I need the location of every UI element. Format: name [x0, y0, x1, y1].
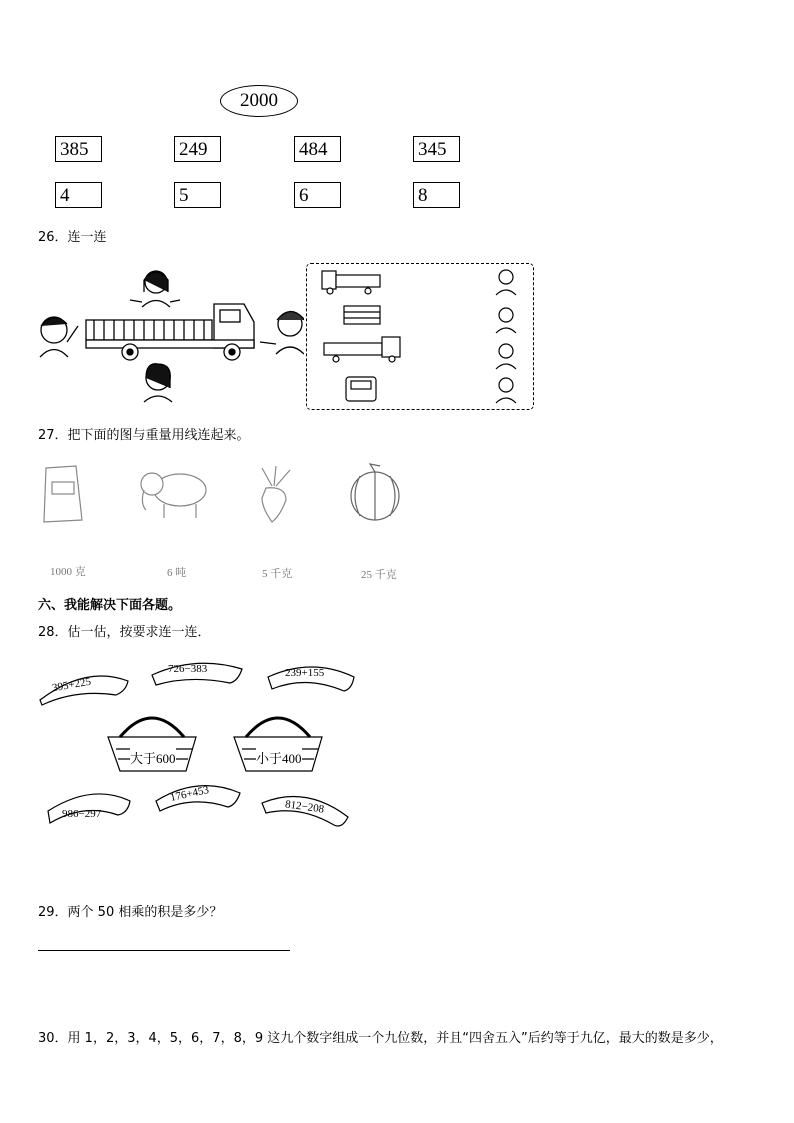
number-box: 484 — [294, 136, 341, 162]
question-26-label: 26．连一连 — [38, 230, 107, 245]
child-left-icon — [40, 317, 78, 357]
weight-label: 5 千克 — [262, 568, 293, 580]
expression-card: 239+155 — [285, 667, 325, 679]
question-27-label: 27．把下面的图与重量用线连起来。 — [38, 428, 250, 443]
radish-icon — [262, 466, 290, 522]
child-bottom-icon — [144, 364, 172, 402]
child-small-icon — [496, 344, 516, 369]
multiplier-box: 6 — [294, 182, 341, 208]
multiplier-box: 4 — [55, 182, 102, 208]
truck-icon — [86, 304, 254, 360]
expression-card: 395+225 — [51, 675, 92, 695]
multiplier-box: 8 — [413, 182, 460, 208]
child-top-icon — [130, 271, 180, 307]
basket-label: 小于400 — [256, 748, 302, 767]
question-29-label: 29．两个 50 相乘的积是多少？ — [38, 905, 223, 920]
weight-label: 6 吨 — [167, 567, 187, 579]
expression-card: 176+453 — [169, 784, 211, 804]
answer-line[interactable] — [38, 950, 290, 951]
truck-side-view-icon — [322, 271, 380, 294]
expression-card: 986−297 — [62, 808, 102, 820]
truck-side-view-icon — [324, 337, 400, 362]
truck-scene-illustration — [34, 262, 304, 412]
truck-front-view-icon — [346, 377, 376, 401]
child-right-icon — [260, 311, 304, 354]
section-6-title: 六、我能解决下面各题。 — [38, 598, 182, 613]
child-small-icon — [496, 308, 516, 333]
basket-label: 大于600 — [130, 748, 176, 767]
elephant-icon — [141, 473, 206, 518]
watermelon-icon — [351, 464, 399, 520]
number-box: 249 — [174, 136, 221, 162]
truck-top-view-icon — [344, 306, 380, 324]
number-box: 345 — [413, 136, 460, 162]
expression-card: 726−383 — [168, 663, 208, 675]
child-small-icon — [496, 270, 516, 295]
truck-views-illustration — [306, 263, 532, 408]
weight-label: 1000 克 — [50, 566, 86, 578]
question-28-label: 28．估一估，按要求连一连． — [38, 625, 211, 640]
child-small-icon — [496, 378, 516, 403]
question-30-label: 30．用 1，2，3，4，5，6，7，8，9 这九个数字组成一个九位数，并且“四舍五入”后约等于九亿，最大的数是多少， — [38, 1031, 723, 1046]
multiplier-box: 5 — [174, 182, 221, 208]
weight-label: 25 千克 — [361, 569, 397, 581]
number-box: 385 — [55, 136, 102, 162]
target-number-oval: 2000 — [220, 85, 298, 117]
expression-card: 812−208 — [284, 798, 325, 816]
weight-items-illustration — [40, 460, 420, 530]
flour-bag-icon — [44, 466, 82, 522]
